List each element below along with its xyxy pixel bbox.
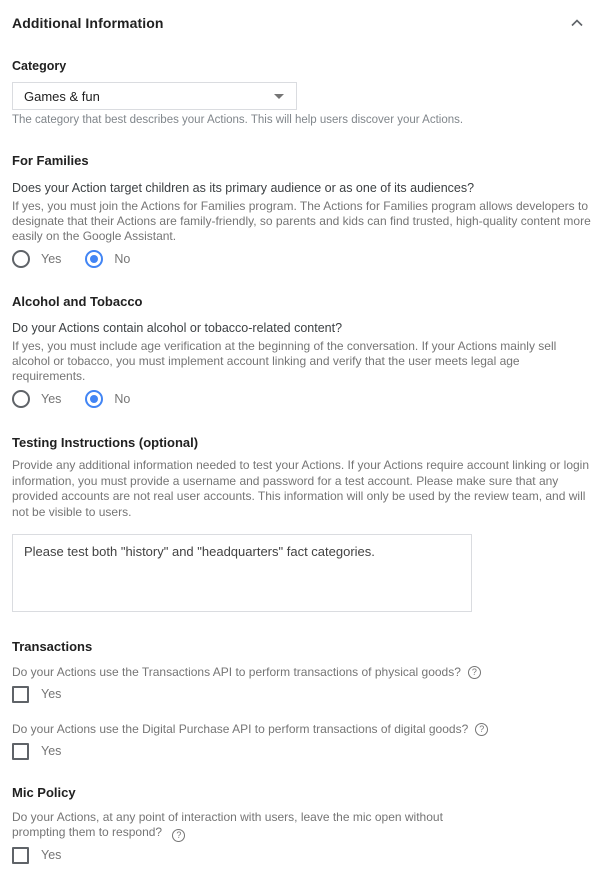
alcohol-tobacco-radio-yes[interactable] xyxy=(12,390,61,408)
transactions-physical-checkbox-row[interactable] xyxy=(12,685,593,703)
radio-no-label: No xyxy=(114,252,131,266)
category-helper-text: The category that best describes your Actions. This will help users discover your Actions. xyxy=(12,114,464,126)
transactions-digital-question: Do your Actions use the Digital Purchase API to perform transactions of digital goods? xyxy=(12,722,469,736)
mic-policy-question: Do your Actions, at any point of interaction with users, leave the mic open without prompting them to respond? xyxy=(12,810,443,839)
testing-instructions-section xyxy=(12,435,593,612)
alcohol-tobacco-radio-group xyxy=(12,390,593,408)
checkbox-unchecked-icon xyxy=(12,743,29,760)
alcohol-tobacco-question: Do your Actions contain alcohol or tobacco-related content? xyxy=(12,321,343,335)
transactions-physical-question: Do your Actions use the Transactions API to perform transactions of physical goods? xyxy=(12,665,461,679)
arrow-drop-down-icon xyxy=(274,94,284,99)
for-families-radio-group xyxy=(12,250,593,268)
alcohol-tobacco-description: If yes, you must include age verification at the beginning of the conversation. If your Actions mainly sell alcohol or tobacco, you must implement account linking and verify that the user meets legal age requirements. xyxy=(12,339,557,383)
transactions-digital-question-row xyxy=(12,722,593,736)
testing-instructions-title: Testing Instructions (optional) xyxy=(12,435,199,450)
transactions-title: Transactions xyxy=(12,639,93,654)
checkbox-label: Yes xyxy=(41,848,62,862)
checkbox-label: Yes xyxy=(41,744,62,758)
mic-policy-checkbox-row[interactable] xyxy=(12,846,593,864)
chevron-up-icon xyxy=(571,15,583,30)
alcohol-tobacco-section xyxy=(12,294,593,408)
mic-policy-question-row xyxy=(12,810,484,842)
radio-unchecked-icon xyxy=(12,250,30,268)
panel-header[interactable] xyxy=(12,14,593,32)
help-icon[interactable]: ? xyxy=(172,829,185,842)
category-field xyxy=(12,59,593,127)
testing-instructions-input[interactable] xyxy=(12,534,472,612)
alcohol-tobacco-radio-no[interactable] xyxy=(85,390,130,408)
alcohol-tobacco-title: Alcohol and Tobacco xyxy=(12,294,143,309)
radio-checked-icon xyxy=(85,250,103,268)
radio-unchecked-icon xyxy=(12,390,30,408)
radio-checked-icon xyxy=(85,390,103,408)
help-icon[interactable]: ? xyxy=(468,666,481,679)
for-families-question: Does your Action target children as its primary audience or as one of its audiences? xyxy=(12,181,475,195)
category-dropdown-value: Games & fun xyxy=(24,88,100,104)
testing-instructions-description: Provide any additional information needed to test your Actions. If your Actions require account linking or login information, you must provide a username and password for a test account. Please make sure that any provided accounts are not real user accounts. This information will only be used by the review team, and will not be visible to users. xyxy=(12,458,590,519)
checkbox-label: Yes xyxy=(41,687,62,701)
help-icon[interactable]: ? xyxy=(475,723,488,736)
collapse-button[interactable] xyxy=(569,17,585,29)
panel-title: Additional Information xyxy=(12,15,164,31)
radio-yes-label: Yes xyxy=(41,392,62,406)
mic-policy-section xyxy=(12,785,593,864)
transactions-digital-checkbox-row[interactable] xyxy=(12,742,593,760)
for-families-description: If yes, you must join the Actions for Families program. The Actions for Families program allows developers to designate that their Actions are family-friendly, so parents and kids can find trusted, high-quality content more easily on the Google Assistant. xyxy=(12,199,591,243)
transactions-physical-question-row xyxy=(12,665,593,679)
checkbox-unchecked-icon xyxy=(12,686,29,703)
category-label: Category xyxy=(12,59,67,73)
for-families-section xyxy=(12,153,593,268)
transactions-section xyxy=(12,639,593,760)
for-families-radio-yes[interactable] xyxy=(12,250,61,268)
for-families-radio-no[interactable] xyxy=(85,250,130,268)
for-families-title: For Families xyxy=(12,153,89,168)
category-dropdown[interactable] xyxy=(12,82,297,110)
mic-policy-title: Mic Policy xyxy=(12,785,76,800)
radio-no-label: No xyxy=(114,392,131,406)
checkbox-unchecked-icon xyxy=(12,847,29,864)
radio-yes-label: Yes xyxy=(41,252,62,266)
